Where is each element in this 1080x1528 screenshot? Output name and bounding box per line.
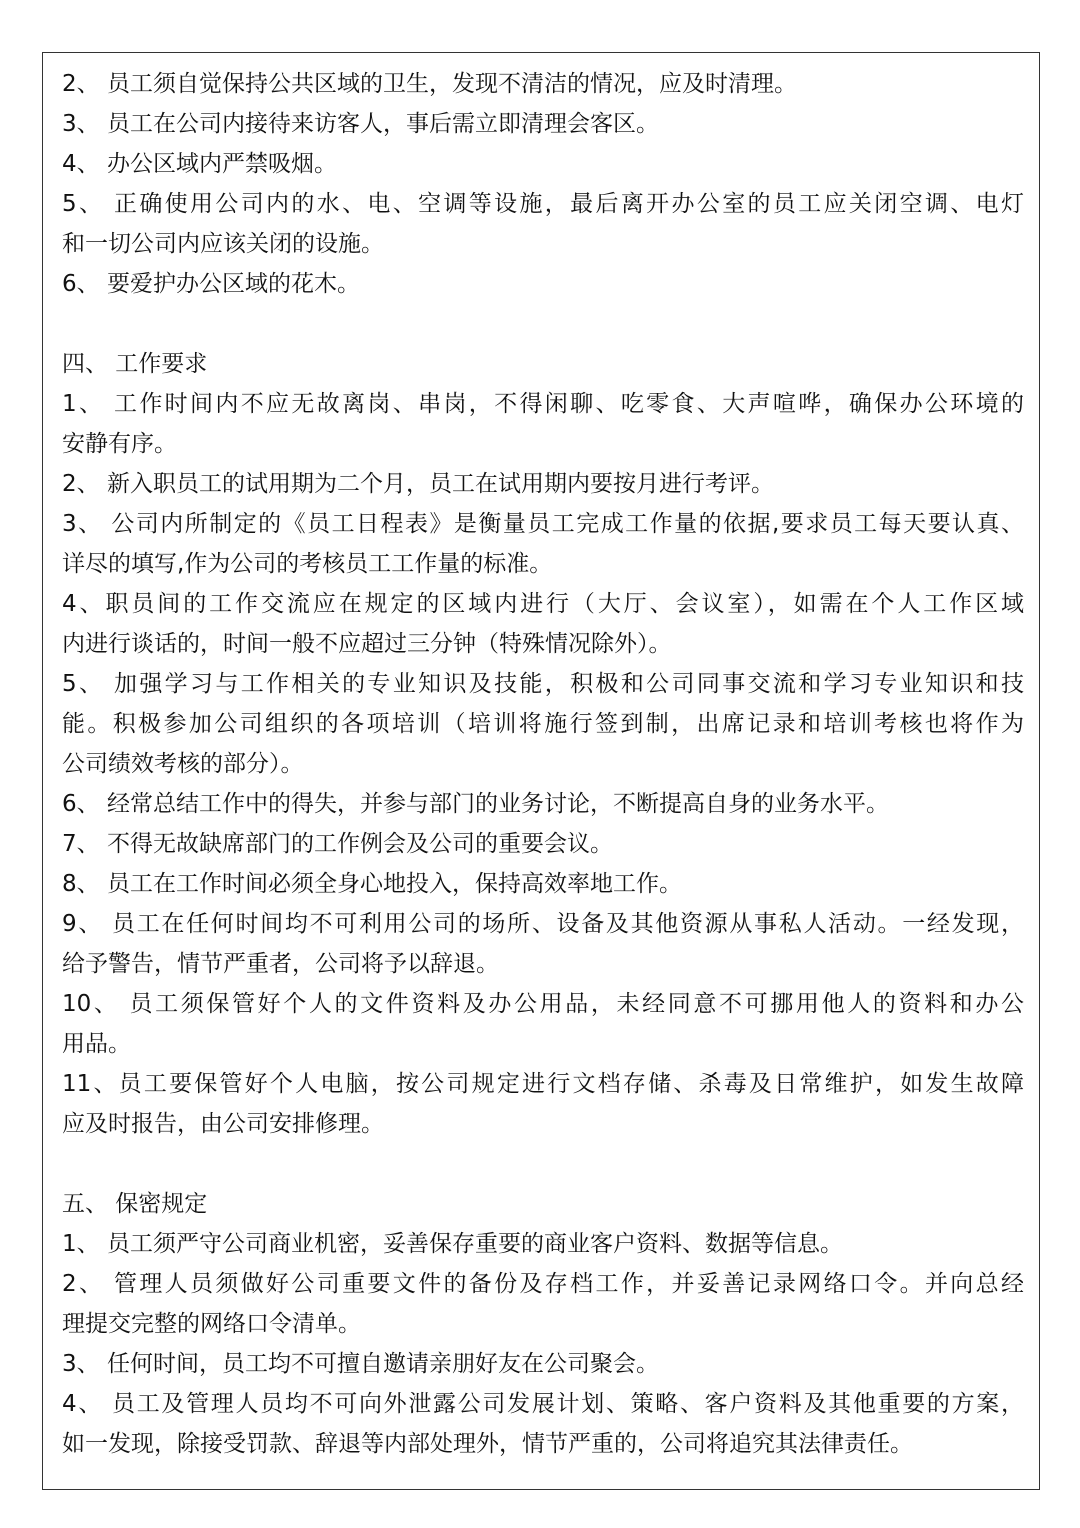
list-item (62, 104, 1024, 144)
list-item-line: 2、 新入职员工的试用期为二个月，员工在试用期内要按月进行考评。 (62, 471, 774, 497)
list-item-line: 4、 办公区域内严禁吸烟。 (62, 151, 337, 177)
blank-line (62, 1144, 1024, 1184)
list-item-line: 内进行谈话的，时间一般不应超过三分钟（特殊情况除外）。 (62, 631, 672, 657)
list-item-line: 11、员工要保管好个人电脑，按公司规定进行文档存储、杀毒及日常维护，如发生故障 (62, 1071, 1024, 1097)
list-item (62, 64, 1024, 104)
list-item-line: 5、 正确使用公司内的水、电、空调等设施，最后离开办公室的员工应关闭空调、电灯 (62, 191, 1024, 217)
list-item (62, 384, 1024, 464)
list-item (62, 264, 1024, 304)
list-item (62, 824, 1024, 864)
list-item (62, 1384, 1024, 1464)
list-item (62, 584, 1024, 664)
list-item (62, 784, 1024, 824)
list-item-line: 6、 要爱护办公区域的花木。 (62, 271, 360, 297)
list-item-line: 4、 员工及管理人员均不可向外泄露公司发展计划、策略、客户资料及其他重要的方案， (62, 1391, 1024, 1417)
list-item (62, 144, 1024, 184)
list-item-line: 5、 加强学习与工作相关的专业知识及技能，积极和公司同事交流和学习专业知识和技 (62, 671, 1024, 697)
list-item (62, 864, 1024, 904)
document-body (62, 64, 1024, 1464)
section-2 (62, 1184, 1024, 1464)
list-item-line: 6、 经常总结工作中的得失，并参与部门的业务讨论，不断提高自身的业务水平。 (62, 791, 889, 817)
list-item-line: 安静有序。 (62, 431, 177, 457)
list-item-line: 2、 员工须自觉保持公共区域的卫生，发现不清洁的情况，应及时清理。 (62, 71, 797, 97)
list-item-line: 用品。 (62, 1031, 131, 1057)
list-item (62, 1064, 1024, 1144)
list-item-line: 8、 员工在工作时间必须全身心地投入，保持高效率地工作。 (62, 871, 682, 897)
list-item-line: 2、 管理人员须做好公司重要文件的备份及存档工作，并妥善记录网络口令。并向总经 (62, 1271, 1024, 1297)
list-item-line: 10、 员工须保管好个人的文件资料及办公用品，未经同意不可挪用他人的资料和办公 (62, 991, 1024, 1017)
list-item-line: 9、 员工在任何时间均不可利用公司的场所、设备及其他资源从事私人活动。一经发现， (62, 911, 1024, 937)
list-item-line: 应及时报告，由公司安排修理。 (62, 1111, 384, 1137)
list-item (62, 184, 1024, 264)
list-item (62, 1264, 1024, 1344)
list-item-line: 3、 任何时间，员工均不可擅自邀请亲朋好友在公司聚会。 (62, 1351, 659, 1377)
list-item-line: 理提交完整的网络口令清单。 (62, 1311, 361, 1337)
list-item-line: 1、 员工须严守公司商业机密，妥善保存重要的商业客户资料、数据等信息。 (62, 1231, 843, 1257)
list-item-line: 给予警告，情节严重者，公司将予以辞退。 (62, 951, 499, 977)
section-heading: 四、 工作要求 (62, 351, 208, 377)
list-item-line: 3、 员工在公司内接待来访客人，事后需立即清理会客区。 (62, 111, 659, 137)
list-item (62, 664, 1024, 784)
section-1 (62, 344, 1024, 1144)
list-item-line: 7、 不得无故缺席部门的工作例会及公司的重要会议。 (62, 831, 613, 857)
list-item (62, 464, 1024, 504)
list-item-line: 3、 公司内所制定的《员工日程表》是衡量员工完成工作量的依据,要求员工每天要认真、 (62, 511, 1024, 537)
list-item (62, 984, 1024, 1064)
list-item (62, 904, 1024, 984)
list-item (62, 504, 1024, 584)
section-heading: 五、 保密规定 (62, 1191, 208, 1217)
list-item-line: 能。积极参加公司组织的各项培训（培训将施行签到制，出席记录和培训考核也将作为 (62, 711, 1024, 737)
list-item-line: 和一切公司内应该关闭的设施。 (62, 231, 384, 257)
blank-line (62, 304, 1024, 344)
list-item-line: 详尽的填写,作为公司的考核员工工作量的标准。 (62, 551, 553, 577)
list-item (62, 1224, 1024, 1264)
list-item-line: 4、职员间的工作交流应在规定的区域内进行（大厅、会议室），如需在个人工作区域 (62, 591, 1024, 617)
list-item-line: 公司绩效考核的部分）。 (62, 751, 304, 777)
list-item-line: 1、 工作时间内不应无故离岗、串岗，不得闲聊、吃零食、大声喧哗，确保办公环境的 (62, 391, 1024, 417)
section-0 (62, 64, 1024, 304)
list-item (62, 1344, 1024, 1384)
list-item-line: 如一发现，除接受罚款、辞退等内部处理外，情节严重的，公司将追究其法律责任。 (62, 1431, 913, 1457)
